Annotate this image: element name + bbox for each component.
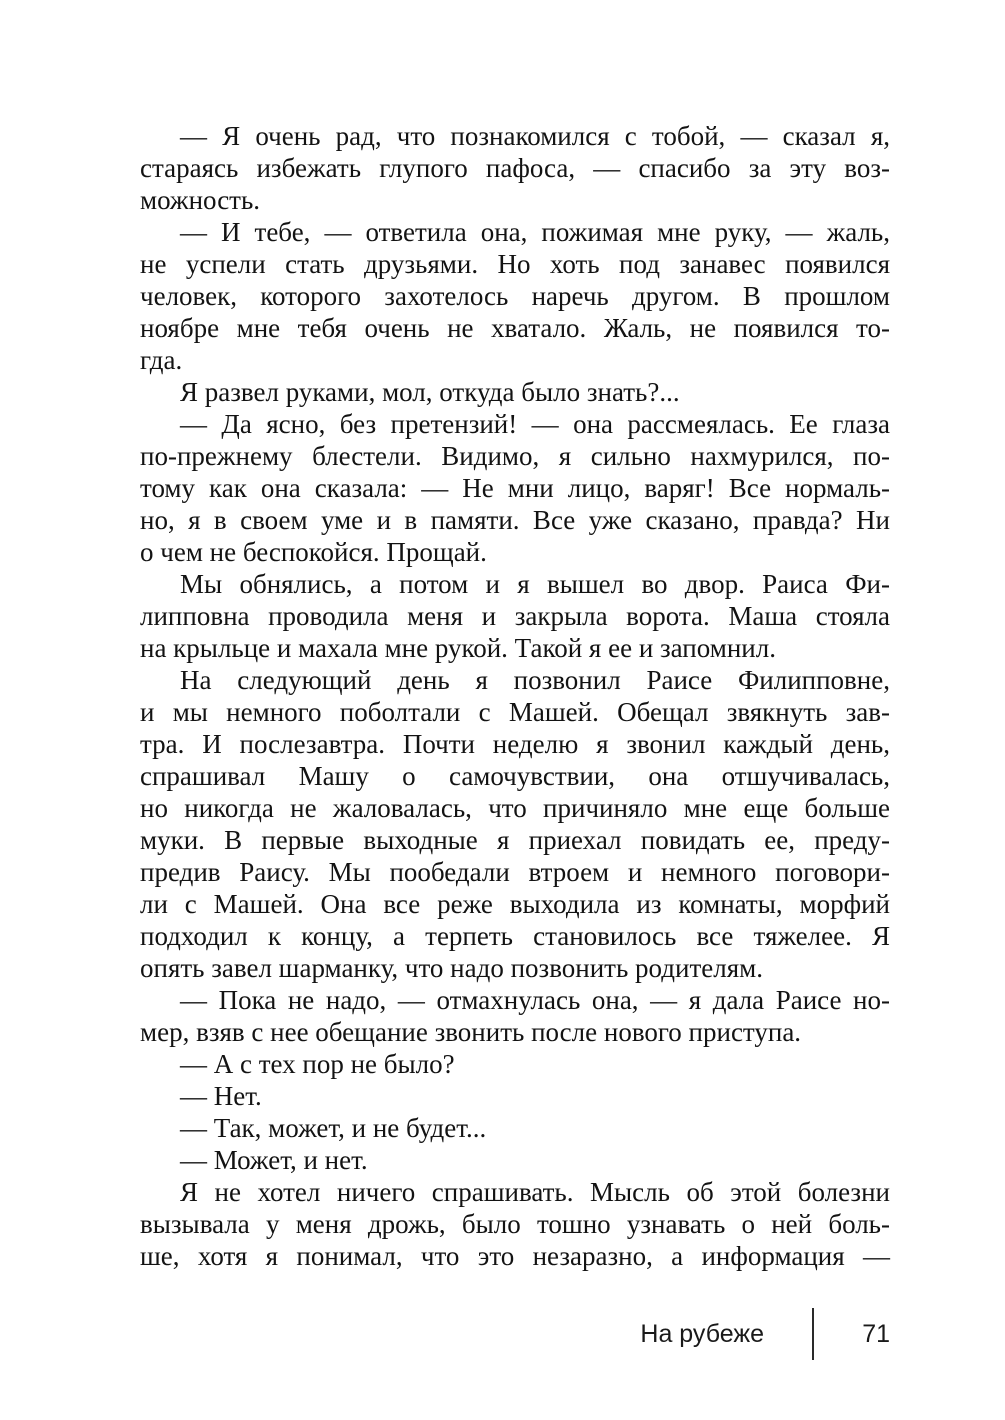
- text-line: — Да ясно, без претензий! — она рассмеялась. Ее глаза: [180, 409, 890, 439]
- text-line: липповна проводила меня и закрыла ворота. Маша стояла: [140, 601, 890, 631]
- text-line: — Я очень рад, что познакомился с тобой, — сказал я,: [180, 121, 890, 151]
- text-line: — Может, и нет.: [180, 1145, 368, 1175]
- text-line: — Пока не надо, — отмахнулась она, — я дала Раисе но-: [180, 985, 890, 1015]
- text-line: о чем не беспокойся. Прощай.: [140, 537, 487, 567]
- running-title: На рубеже: [640, 1319, 764, 1348]
- text-line: Я не хотел ничего спрашивать. Мысль об этой болезни: [180, 1177, 890, 1207]
- paragraph: [140, 664, 890, 984]
- text-line: но никогда не жаловалась, что причиняло мне еще больше: [140, 793, 890, 823]
- text-line: гда.: [140, 345, 183, 375]
- paragraph: [140, 408, 890, 568]
- text-line: — И тебе, — ответила она, пожимая мне руку, — жаль,: [180, 217, 890, 247]
- text-line: вызывала у меня дрожь, было тошно узнавать о ней боль-: [140, 1209, 890, 1239]
- paragraph: [140, 568, 890, 664]
- text-line: предив Раису. Мы пообедали втроем и немного поговори-: [140, 857, 890, 887]
- text-line: подходил к концу, а терпеть становилось все тяжелее. Я: [140, 921, 890, 951]
- text-line: — Так, может, и не будет...: [180, 1113, 487, 1143]
- text-line: тому как она сказала: — Не мни лицо, варяг! Все нормаль-: [140, 473, 890, 503]
- text-line: муки. В первые выходные я приехал повидать ее, преду-: [140, 825, 890, 855]
- text-line: ше, хотя я понимал, что это незаразно, а информация —: [140, 1241, 890, 1271]
- text-line: человек, которого захотелось наречь другом. В прошлом: [140, 281, 890, 311]
- paragraph: [140, 1080, 890, 1112]
- paragraph: [140, 1144, 890, 1176]
- paragraph: [140, 216, 890, 376]
- text-line: не успели стать друзьями. Но хоть под занавес появился: [140, 249, 890, 279]
- text-line: на крыльце и махала мне рукой. Такой я ее и запомнил.: [140, 633, 776, 663]
- text-line: но, я в своем уме и в памяти. Все уже сказано, правда? Ни: [140, 505, 890, 535]
- body-text: [140, 120, 890, 1272]
- text-line: Мы обнялись, а потом и я вышел во двор. Раиса Фи-: [180, 569, 890, 599]
- text-line: Я развел руками, мол, откуда было знать?...: [180, 377, 680, 407]
- text-line: — А с тех пор не было?: [180, 1049, 455, 1079]
- text-line: и мы немного поболтали с Машей. Обещал звякнуть зав-: [140, 697, 890, 727]
- footer-divider: [812, 1308, 814, 1360]
- paragraph: [140, 1112, 890, 1144]
- paragraph: [140, 984, 890, 1048]
- text-line: опять завел шарманку, что надо позвонить родителям.: [140, 953, 763, 983]
- text-line: На следующий день я позвонил Раисе Филипповне,: [180, 665, 890, 695]
- text-line: по-прежнему блестели. Видимо, я сильно нахмурился, по-: [140, 441, 890, 471]
- page-number: 71: [862, 1319, 890, 1348]
- paragraph: [140, 1048, 890, 1080]
- text-line: тра. И послезавтра. Почти неделю я звонил каждый день,: [140, 729, 890, 759]
- page-footer: [140, 1308, 890, 1360]
- text-line: спрашивал Машу о самочувствии, она отшучивалась,: [140, 761, 890, 791]
- text-line: ноябре мне тебя очень не хватало. Жаль, не появился то-: [140, 313, 890, 343]
- paragraph: [140, 1176, 890, 1272]
- text-line: — Нет.: [180, 1081, 262, 1111]
- text-line: ли с Машей. Она все реже выходила из комнаты, морфий: [140, 889, 890, 919]
- paragraph: [140, 120, 890, 216]
- paragraph: [140, 376, 890, 408]
- text-line: мер, взяв с нее обещание звонить после нового приступа.: [140, 1017, 802, 1047]
- text-line: можность.: [140, 185, 261, 215]
- text-line: стараясь избежать глупого пафоса, — спасибо за эту воз-: [140, 153, 890, 183]
